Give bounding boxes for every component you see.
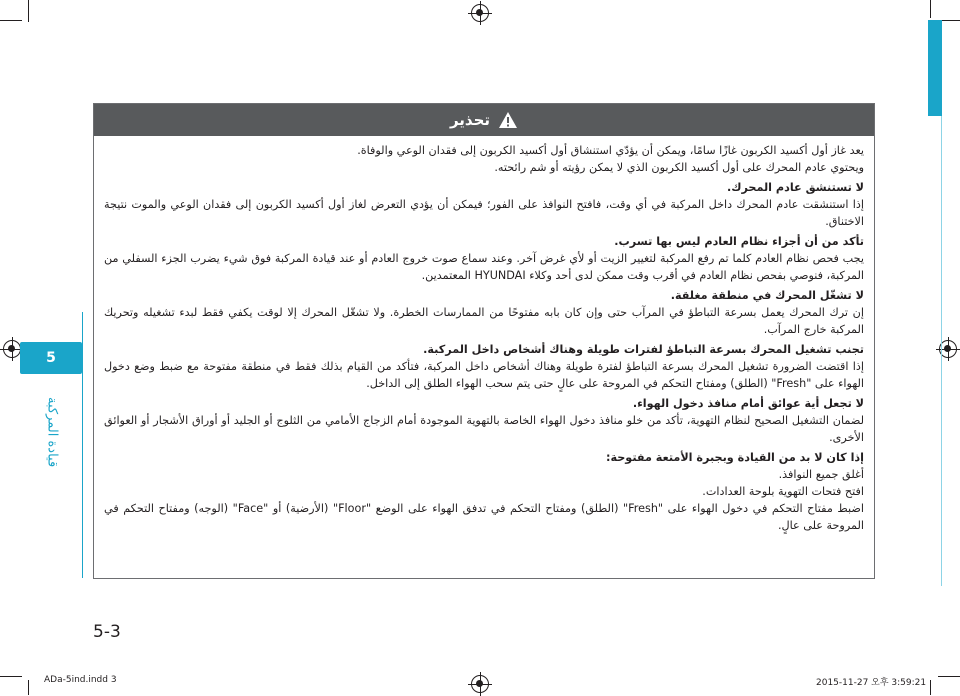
list-item: أغلق جميع النوافذ.	[778, 468, 864, 481]
warning-box	[93, 103, 875, 579]
section-title: إذا كان لا بد من القيادة وبجبرة الأمتعة مفتوحة:	[605, 451, 864, 464]
section-title: تأكد من أن أجزاء نظام العادم ليس بها تسرب.	[614, 235, 864, 248]
chapter-label: قيادة المركبة	[44, 396, 60, 468]
section-text: لضمان التشغيل الصحيح لنظام التهوية، تأكد من خلو منافذ دخول الهواء الخاصة بالتهوية الموجودة أمام الزجاج الأمامي من الثلوج أو الجليد أو أوراق الأشجار أو العوائق الأخرى.	[104, 414, 864, 444]
warning-section	[104, 341, 864, 392]
warning-section	[104, 395, 864, 446]
thumb-tab-bar	[928, 20, 942, 116]
section-title: لا تستنشق عادم المحرك.	[726, 181, 864, 194]
crop-mark	[930, 0, 931, 18]
footer-date: 2015-11-27 오후 3:59:21	[816, 678, 927, 688]
section-title: لا تجعل أية عوائق أمام منافذ دخول الهواء.	[632, 397, 864, 410]
warning-intro	[104, 142, 864, 176]
crop-mark	[28, 0, 29, 22]
warning-triangle-icon	[498, 111, 518, 129]
warning-section	[104, 287, 864, 338]
list-item: افتح فتحات التهوية بلوحة العدادات.	[702, 485, 864, 498]
list-item: اضبط مفتاح التحكم في دخول الهواء على "Fresh" (الطلق) ومفتاح التحكم في تدفق الهواء على الوضع "Floor" (الأرضية) أو "Face" (الوجه) ومفتاح التحكم في المروحة على عالٍ.	[104, 502, 864, 532]
warning-body	[94, 136, 874, 534]
section-title: تجنب تشغيل المحرك بسرعة التباطؤ لفترات طويلة وهناك أشخاص داخل المركبة.	[423, 343, 864, 356]
crop-mark	[0, 20, 22, 21]
warning-title: تحذير	[449, 111, 491, 129]
warning-section	[104, 233, 864, 284]
section-text: إذا اقتضت الضرورة تشغيل المحرك بسرعة التباطؤ لفترة طويلة وهناك أشخاص داخل المركبة، فتأكد من القيام بذلك فقط في منطقة مفتوحة مع ضبط وضع دخول الهواء على "Fresh" (الطلق) ومفتاح التحكم في المروحة على عالٍ حتى يتم سحب الهواء الطلق إلى الداخل.	[104, 360, 864, 390]
warning-section	[104, 179, 864, 230]
warning-section	[104, 449, 864, 534]
section-text: إذا استنشقت عادم المحرك داخل المركبة في أي وقت، فافتح النوافذ على الفور؛ فيمكن أن يؤدي التعرض لغاز أول أكسيد الكربون إلى فقدان الوعي والموت نتيجة الاختناق.	[104, 198, 864, 228]
print-footer	[0, 672, 960, 690]
thumb-tab-line	[941, 116, 942, 586]
registration-mark-icon	[471, 4, 489, 22]
footer-file: ADa-5ind.indd 3	[44, 675, 117, 685]
section-text: يجب فحص نظام العادم كلما تم رفع المركبة لتغيير الزيت أو لأي غرض آخر. وعند سماع صوت خروج العادم أو عند قيادة المركبة فوق شيء يضرب الجزء السفلي من المركبة، فنوصي بفحص نظام العادم في أقرب وقت ممكن لدى أحد وكلاء HYUNDAI المعتمدين.	[104, 252, 864, 282]
intro-line: ويحتوي عادم المحرك على أول أكسيد الكربون الذي لا يمكن رؤيته أو شم رائحته.	[494, 161, 864, 174]
section-title: لا تشغّل المحرك في منطقة مغلقة.	[670, 289, 864, 302]
warning-header	[94, 104, 874, 136]
intro-line: يعد غاز أول أكسيد الكربون غازًا سامًا، ويمكن أن يؤدّي استنشاق أول أكسيد الكربون إلى فقدان الوعي والوفاة.	[357, 144, 864, 157]
page-number: 5-3	[93, 622, 121, 642]
chapter-number: 5	[20, 342, 82, 374]
section-text: إن ترك المحرك يعمل بسرعة التباطؤ في المرآب حتى وإن كان بابه مفتوحًا من الممارسات الخطرة. ولا تشغّل المحرك إلا لوقت يكفي فقط لبدء تشغيله وتحريك المركبة خارج المرآب.	[104, 306, 864, 336]
